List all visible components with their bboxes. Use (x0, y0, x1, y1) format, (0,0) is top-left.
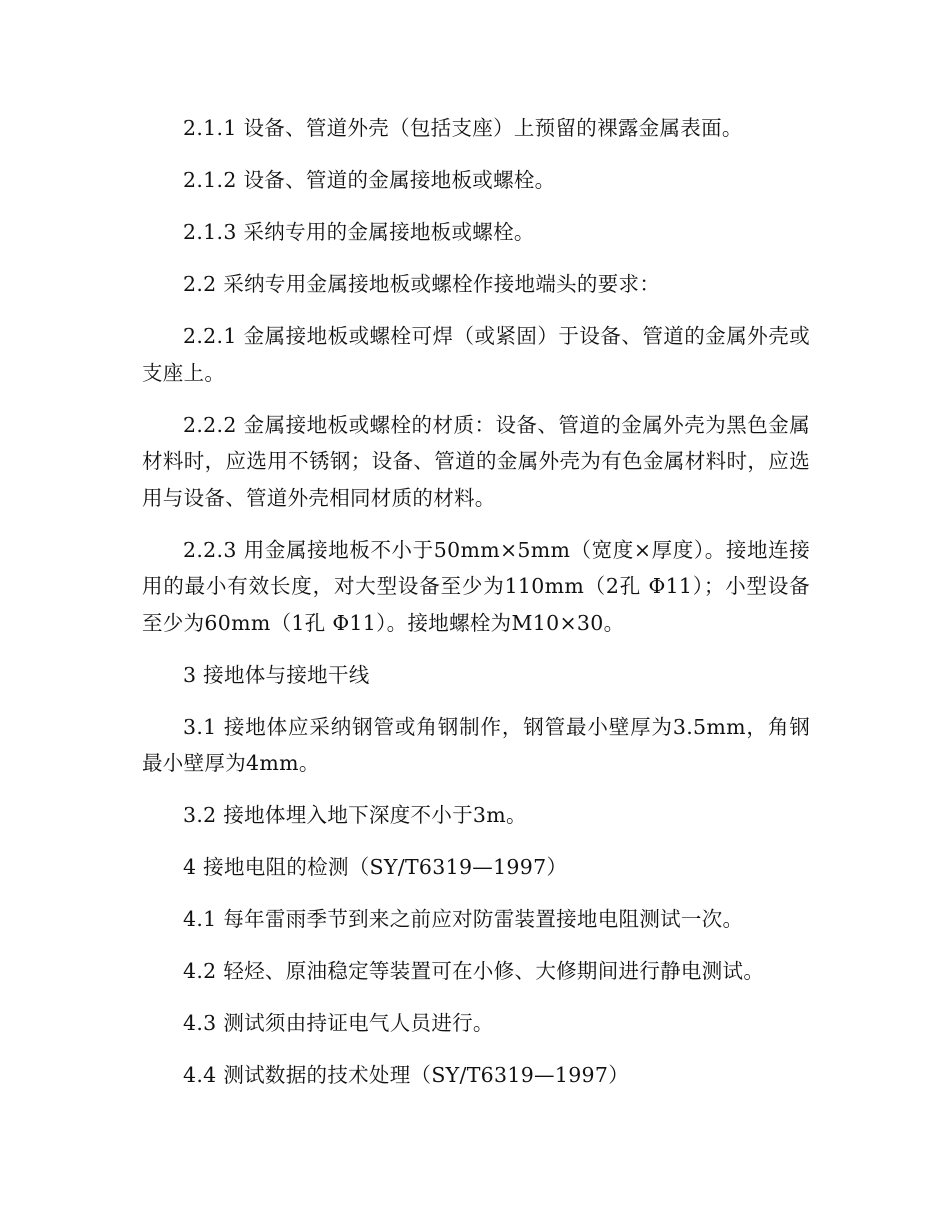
section-heading-3: 3 接地体与接地干线 (183, 662, 370, 687)
paragraph-4-2: 4.2 轻烃、原油稳定等装置可在小修、大修期间进行静电测试。 (183, 959, 765, 983)
paragraph-2-1-1: 2.1.1 设备、管道外壳（包括支座）上预留的裸露金属表面。 (183, 116, 743, 140)
paragraph-3-2: 3.2 接地体埋入地下深度不小于3m。 (183, 803, 527, 827)
paragraph-2-2: 2.2 采纳专用金属接地板或螺栓作接地端头的要求： (183, 272, 661, 296)
section-heading-4: 4 接地电阻的检测（SY/T6319—1997） (183, 855, 568, 879)
paragraph-4-1: 4.1 每年雷雨季节到来之前应对防雷装置接地电阻测试一次。 (183, 907, 744, 931)
document-body (142, 110, 810, 1109)
paragraph-2-2-2: 2.2.2 金属接地板或螺栓的材质：设备、管道的金属外壳为黑色金属材料时，应选用不锈钢；设备、管道的金属外壳为有色金属材料时，应选用与设备、管道外壳相同材质的材料。 (142, 412, 810, 510)
paragraph-2-1-3: 2.1.3 采纳专用的金属接地板或螺栓。 (183, 220, 535, 244)
paragraph-4-3: 4.3 测试须由持证电气人员进行。 (183, 1011, 494, 1035)
paragraph-2-1-2: 2.1.2 设备、管道的金属接地板或螺栓。 (183, 168, 556, 192)
paragraph-2-2-3: 2.2.3 用金属接地板不小于50mm×5mm（宽度×厚度）。接地连接用的最小有效长度，对大型设备至少为110mm（2孔 Φ11）；小型设备至少为60mm（1孔 Φ11）。接地螺栓为M10×30。 (142, 537, 810, 635)
paragraph-3-1: 3.1 接地体应采纳钢管或角钢制作，钢管最小壁厚为3.5mm，角钢最小壁厚为4mm。 (142, 714, 810, 775)
paragraph-4-4: 4.4 测试数据的技术处理（SY/T6319—1997） (183, 1063, 630, 1087)
paragraph-2-2-1: 2.2.1 金属接地板或螺栓可焊（或紧固）于设备、管道的金属外壳或支座上。 (142, 324, 810, 385)
